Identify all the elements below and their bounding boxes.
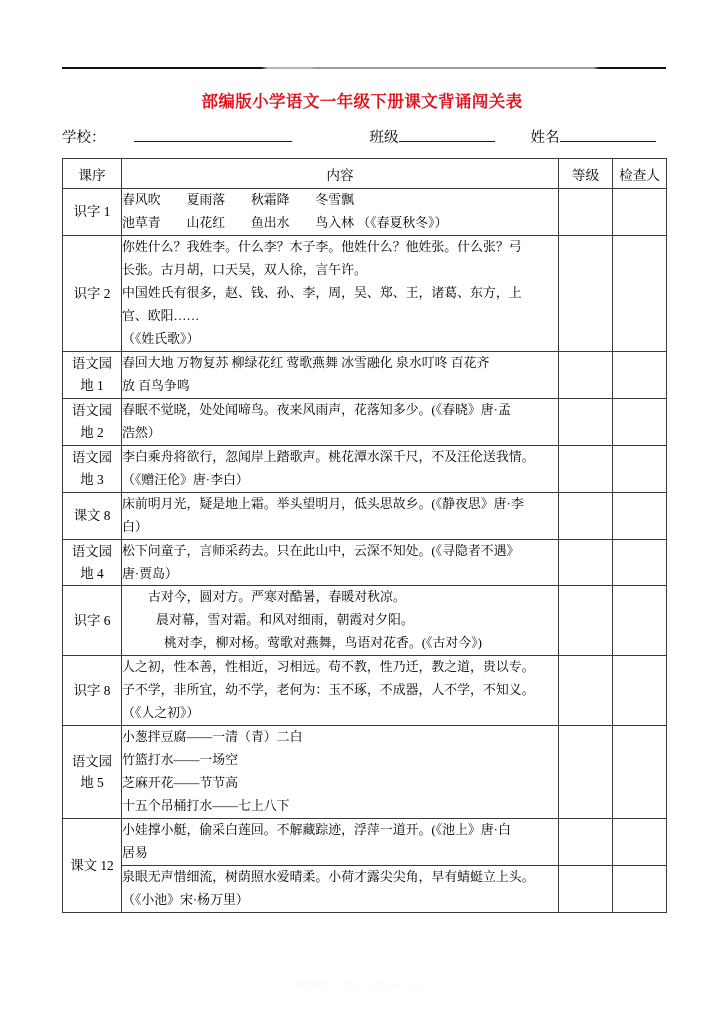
- cell-lesson-order: [63, 819, 122, 913]
- cell-checker[interactable]: [613, 492, 667, 539]
- table-row: [63, 398, 667, 445]
- table-row: [63, 445, 667, 492]
- cell-content: [122, 189, 559, 236]
- lesson-order-line2: 地 4: [80, 565, 104, 581]
- cell-grade[interactable]: [559, 235, 613, 351]
- content-line: 浩然）: [122, 425, 161, 440]
- content-line: 春回大地 万物复苏 柳绿花红 莺歌燕舞 冰雪融化 泉水叮咚 百花齐: [122, 355, 490, 370]
- content-line: 子不学，非所宜，幼不学，老何为：玉不琢，不成器，人不学，不知义。: [122, 683, 535, 698]
- header-checker: 检查人: [613, 159, 667, 189]
- cell-grade[interactable]: [559, 398, 613, 445]
- cell-content: [122, 398, 559, 445]
- content-line: 十五个吊桶打水——七上八下: [122, 799, 290, 814]
- content-line: 你姓什么？我姓李。什么李？木子李。他姓什么？他姓张。什么张？弓: [122, 239, 522, 254]
- cell-content: [122, 656, 559, 726]
- lesson-order-line1: 语文园: [71, 402, 113, 418]
- lesson-order-line1: 识字 2: [73, 285, 111, 301]
- class-field: [370, 126, 495, 147]
- lesson-order-line1: 语文园: [71, 449, 113, 465]
- table-row: [63, 656, 667, 726]
- cell-lesson-order: [63, 586, 122, 656]
- cell-checker[interactable]: [613, 445, 667, 492]
- school-field: [62, 126, 292, 147]
- cell-content: [122, 235, 559, 351]
- content-line: 池草青 山花红 鱼出水 鸟入林 （《春夏秋冬》）: [122, 215, 448, 230]
- lesson-order-line1: 课文 12: [70, 857, 114, 873]
- cell-content: [122, 492, 559, 539]
- cell-checker[interactable]: [613, 539, 667, 586]
- cell-lesson-order: [63, 189, 122, 236]
- school-input[interactable]: [134, 126, 292, 142]
- name-field: [531, 126, 656, 147]
- lesson-order-line1: 识字 6: [73, 613, 111, 629]
- cell-content: [122, 819, 559, 866]
- cell-checker[interactable]: [613, 398, 667, 445]
- lesson-order-line1: 课文 8: [73, 507, 111, 523]
- content-line: 小娃撑小艇，偷采白莲回。不解藏踪迹，浮萍一道开。(《池上》唐·白: [122, 823, 511, 838]
- lesson-order-line1: 识字 1: [73, 204, 111, 220]
- cell-content: [122, 539, 559, 586]
- cell-checker[interactable]: [613, 235, 667, 351]
- table-header-row: [63, 159, 667, 189]
- lesson-order-line1: 语文园: [71, 356, 113, 372]
- cell-lesson-order: [63, 539, 122, 586]
- cell-checker[interactable]: [613, 866, 667, 913]
- cell-lesson-order: [63, 656, 122, 726]
- content-line: （《赠汪伦》唐·李白）: [122, 472, 249, 487]
- lesson-order-line1: 语文园: [71, 543, 113, 559]
- content-line: 居易: [122, 846, 148, 861]
- content-line: 春风吹 夏雨落 秋霜降 冬雪飘: [122, 193, 355, 207]
- class-input[interactable]: [399, 126, 495, 142]
- table-body: [63, 159, 667, 913]
- content-line: 春眠不觉晓，处处闻啼鸟。夜来风雨声，花落知多少。(《春晓》唐·孟: [122, 402, 511, 417]
- cell-content: [122, 866, 559, 913]
- table-row: [63, 586, 667, 656]
- cell-lesson-order: [63, 492, 122, 539]
- school-label: 学校：: [62, 130, 106, 146]
- cell-checker[interactable]: [613, 819, 667, 866]
- lesson-order-line1: 语文园: [71, 753, 113, 769]
- cell-grade[interactable]: [559, 351, 613, 398]
- cell-grade[interactable]: [559, 586, 613, 656]
- cell-grade[interactable]: [559, 539, 613, 586]
- class-label: 班级: [369, 130, 399, 146]
- cell-checker[interactable]: [613, 586, 667, 656]
- page-title: 部编版小学语文一年级下册课文背诵闯关表: [201, 92, 523, 111]
- content-line: 床前明月光，疑是地上霜。举头望明月，低头思故乡。(《静夜思》唐·李: [122, 496, 524, 511]
- table-row: [63, 726, 667, 819]
- cell-content: [122, 445, 559, 492]
- lesson-order-line1: 识字 8: [73, 682, 111, 698]
- content-line: 竹篮打水——一场空: [122, 753, 239, 768]
- table-row: [63, 189, 667, 236]
- content-line: （《人之初》）: [122, 706, 200, 721]
- content-line: 长张。古月胡，口天吴，双人徐，言午许。: [122, 262, 367, 277]
- cell-grade[interactable]: [559, 189, 613, 236]
- content-line: 人之初，性本善，性相近，习相远。苟不教，性乃迁，教之道，贵以专。: [122, 660, 535, 675]
- lesson-order-line2: 地 1: [80, 377, 104, 393]
- cell-content: [122, 726, 559, 819]
- name-label: 姓名: [530, 130, 560, 146]
- cell-lesson-order: [63, 445, 122, 492]
- content-line: 唐·贾岛）: [122, 566, 178, 581]
- content-line: （《小池》宋·杨万里）: [122, 893, 249, 908]
- content-line: （《姓氏歌》）: [122, 331, 200, 346]
- table-row: [63, 866, 667, 913]
- header-content: 内容: [122, 159, 559, 189]
- cell-lesson-order: [63, 235, 122, 351]
- content-line: 芝麻开花——节节高: [122, 776, 239, 791]
- cell-grade[interactable]: [559, 726, 613, 819]
- cell-checker[interactable]: [613, 189, 667, 236]
- cell-checker[interactable]: [613, 351, 667, 398]
- cell-grade[interactable]: [559, 819, 613, 866]
- content-line: 泉眼无声惜细流，树荫照水爱晴柔。小荷才露尖尖角，早有蜻蜓立上头。: [122, 870, 535, 885]
- cell-checker[interactable]: [613, 726, 667, 819]
- content-line: 放 百鸟争鸣: [122, 378, 190, 393]
- header-grade: 等级: [559, 159, 613, 189]
- cell-content: [122, 351, 559, 398]
- recitation-table: [62, 158, 667, 913]
- cell-grade[interactable]: [559, 492, 613, 539]
- cell-grade[interactable]: [559, 445, 613, 492]
- cell-lesson-order: [63, 398, 122, 445]
- cell-lesson-order: [63, 351, 122, 398]
- cell-content: [122, 586, 559, 656]
- content-line: 白）: [122, 519, 148, 534]
- content-line: 官、欧阳……: [122, 308, 200, 323]
- content-line: 李白乘舟将欲行，忽闻岸上踏歌声。桃花潭水深千尺，不及汪伦送我情。: [122, 449, 535, 464]
- content-line: 晨对幕，雪对霜。和风对细雨，朝霞对夕阳。: [156, 613, 414, 628]
- cell-lesson-order: [63, 726, 122, 819]
- lesson-order-line2: 地 5: [80, 775, 104, 791]
- header-order: 课序: [63, 159, 122, 189]
- table-row: [63, 492, 667, 539]
- lesson-order-line2: 地 2: [80, 424, 104, 440]
- name-input[interactable]: [560, 126, 656, 142]
- cell-grade[interactable]: [559, 656, 613, 726]
- content-line: 古对今，圆对方。严寒对酷暑，春暖对秋凉。: [148, 590, 406, 605]
- table-row: [63, 351, 667, 398]
- lesson-order-line2: 地 3: [80, 471, 104, 487]
- student-info-line: [62, 126, 666, 150]
- content-line: 中国姓氏有很多，赵、钱、孙、李，周，吴、郑、王，诸葛、东方，上: [122, 285, 522, 300]
- cell-checker[interactable]: [613, 656, 667, 726]
- content-line: 小葱拌豆腐——一清（青）二白: [122, 730, 303, 745]
- content-line: 松下问童子，言师采药去。只在此山中，云深不知处。(《寻隐者不遇》: [122, 543, 520, 558]
- header-rule: [62, 67, 666, 69]
- cell-grade[interactable]: [559, 866, 613, 913]
- watermark: 部编版小学语文资料-2022: [292, 980, 432, 992]
- table-row: [63, 539, 667, 586]
- content-line: 桃对李，柳对杨。莺歌对燕舞，鸟语对花香。(《古对今》): [164, 636, 482, 651]
- table-row: [63, 235, 667, 351]
- table-row: [63, 819, 667, 866]
